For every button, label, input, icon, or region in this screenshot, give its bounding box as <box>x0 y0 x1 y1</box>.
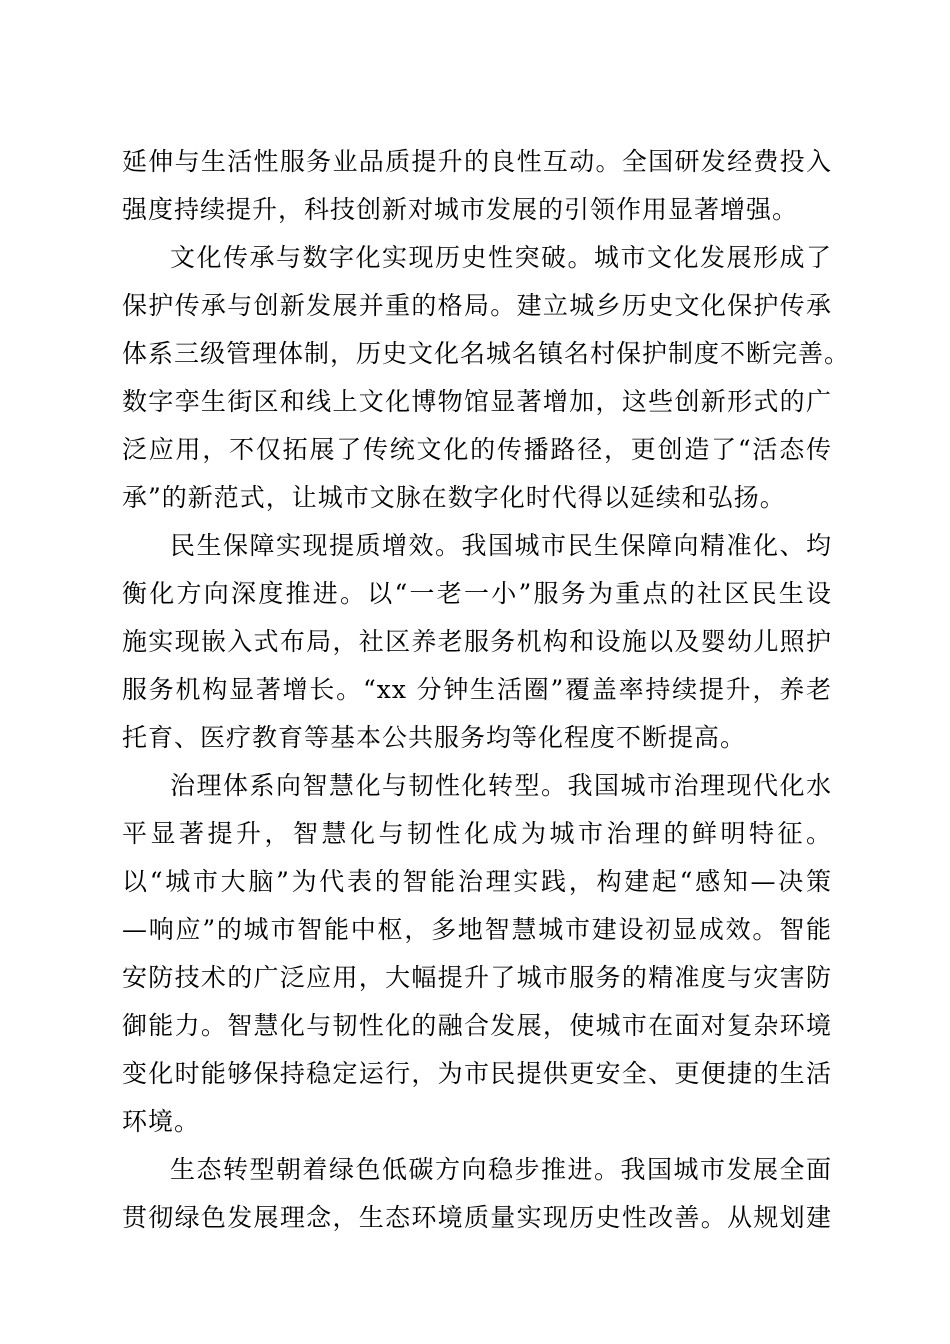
paragraph-first-line: 治理体系向智慧化与韧性化转型。我国城市治理现代化水 <box>170 771 832 800</box>
text-line: 衡化方向深度推进。以“一老一小”服务为重点的社区民生设 <box>122 579 832 608</box>
text-line: 承”的新范式，让城市文脉在数字化时代得以延续和弘扬。 <box>122 483 786 512</box>
paragraph-first-line: 文化传承与数字化实现历史性突破。城市文化发展形成了 <box>170 243 832 272</box>
text-line: 变化时能够保持稳定运行，为市民提供更安全、更便捷的生活 <box>122 1059 832 1088</box>
text-line: —响应”的城市智能中枢，多地智慧城市建设初显成效。智能 <box>122 915 832 944</box>
text-line: 环境。 <box>122 1107 201 1136</box>
text-line: 托育、医疗教育等基本公共服务均等化程度不断提高。 <box>122 723 747 752</box>
text-line: 安防技术的广泛应用，大幅提升了城市服务的精准度与灾害防 <box>122 963 832 992</box>
text-line: 施实现嵌入式布局，社区养老服务机构和设施以及婴幼儿照护 <box>122 627 832 656</box>
text-line: 平显著提升，智慧化与韧性化成为城市治理的鲜明特征。 <box>122 819 832 848</box>
text-line: 贯彻绿色发展理念，生态环境质量实现历史性改善。从规划建 <box>122 1203 832 1232</box>
text-line: 体系三级管理体制，历史文化名城名镇名村保护制度不断完善。 <box>122 339 851 368</box>
paragraph-first-line: 民生保障实现提质增效。我国城市民生保障向精准化、均 <box>170 531 832 560</box>
text-line: 御能力。智慧化与韧性化的融合发展，使城市在面对复杂环境 <box>122 1011 832 1040</box>
text-line: 服务机构显著增长。“xx 分钟生活圈”覆盖率持续提升，养老 <box>122 675 832 704</box>
text-line: 保护传承与创新发展并重的格局。建立城乡历史文化保护传承 <box>122 291 832 320</box>
text-line: 延伸与生活性服务业品质提升的良性互动。全国研发经费投入 <box>122 147 832 176</box>
text-line: 强度持续提升，科技创新对城市发展的引领作用显著增强。 <box>122 195 799 224</box>
paragraph-first-line: 生态转型朝着绿色低碳方向稳步推进。我国城市发展全面 <box>170 1155 832 1184</box>
text-line: 以“城市大脑”为代表的智能治理实践，构建起“感知—决策 <box>122 867 832 896</box>
text-line: 泛应用，不仅拓展了传统文化的传播路径，更创造了“活态传 <box>122 435 832 464</box>
text-line: 数字孪生街区和线上文化博物馆显著增加，这些创新形式的广 <box>122 387 832 416</box>
